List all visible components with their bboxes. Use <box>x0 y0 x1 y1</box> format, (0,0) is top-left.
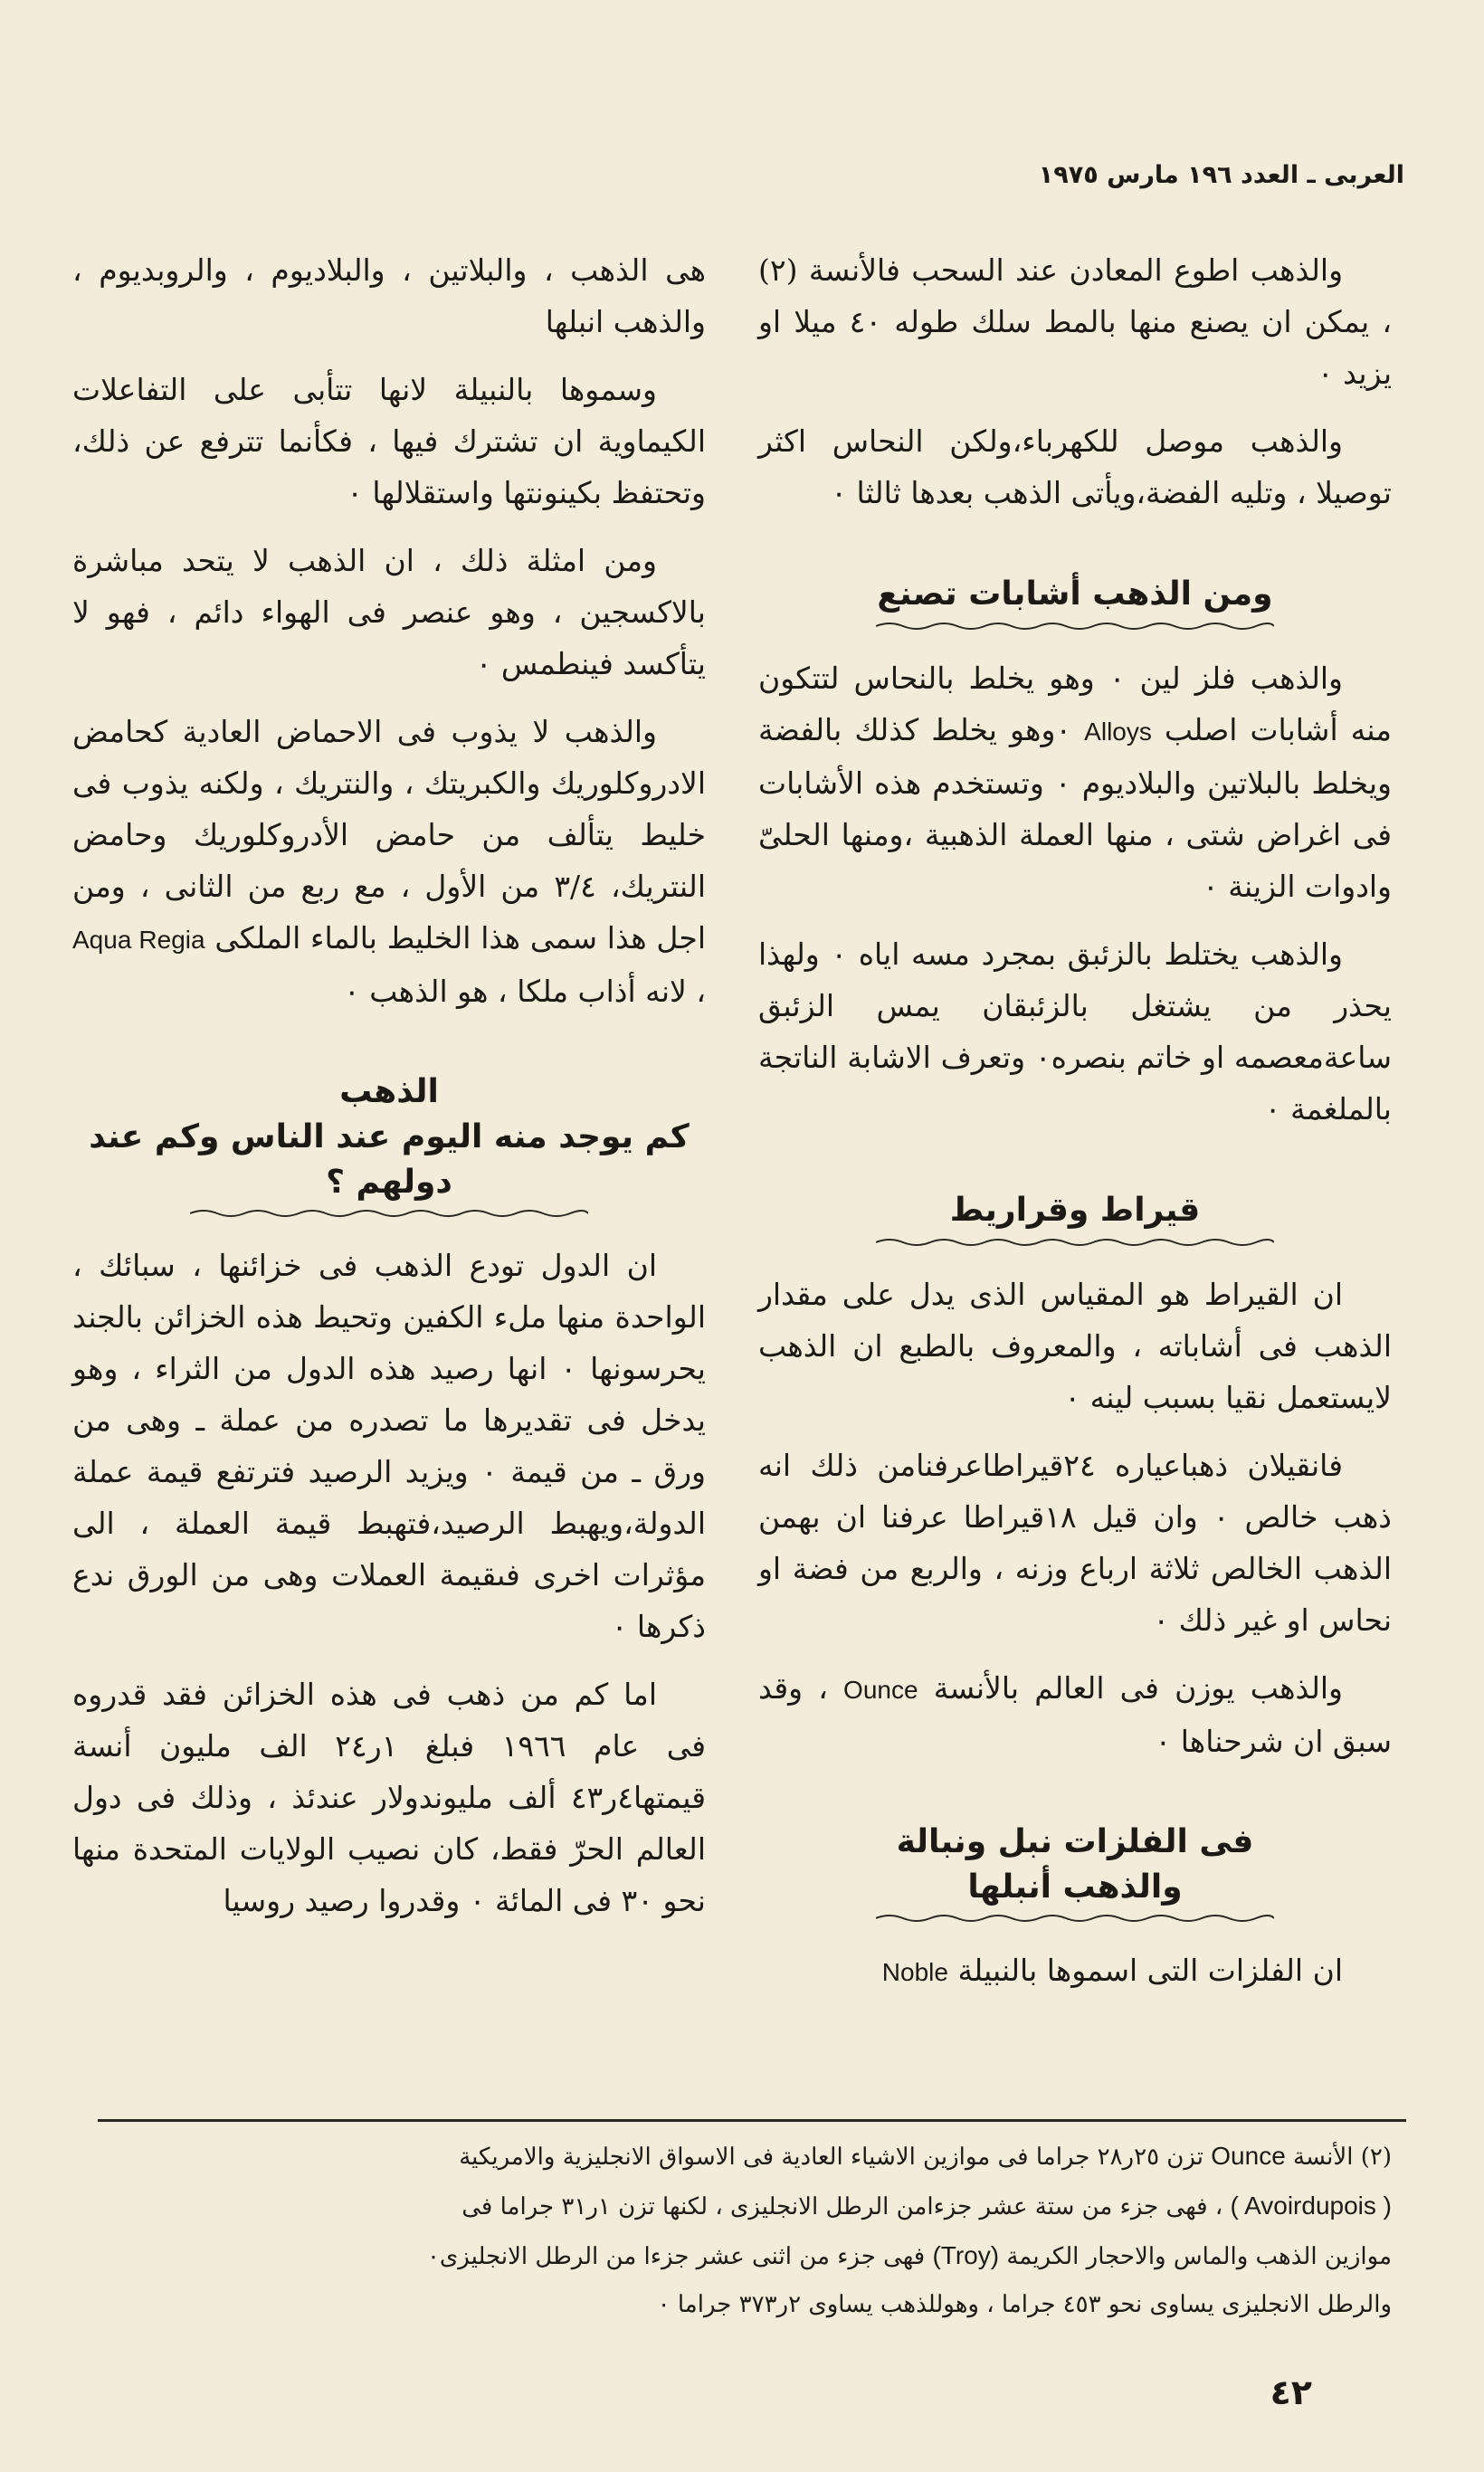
paragraph: ومن امثلة ذلك ، ان الذهب لا يتحد مباشرة بالاكسجين ، وهو عنصر فى الهواء دائم ، فهو لا يتأكسد فينطمس ٠ <box>72 543 706 681</box>
footnote-line: موازين الذهب والماس والاحجار الكريمة (Troy) فهى جزء من اثنى عشر جزءا من الرطل الانجليزى٠ <box>426 2241 1392 2270</box>
footnote-divider <box>98 2119 1406 2122</box>
paragraph: والذهب لا يذوب فى الاحماض العادية كحامض الادروكلوريك والكبريتك ، والنتريك ، ولكنه يذوب فى خليط يتألف من حامض الأدروكلوريك وحامض النتريك، ٣/٤ من الأول ، مع ربع من الثانى ، ومن اجل هذا سمى هذا الخليط بالماء الملكى Aqua Regia ، لانه أذاب ملكا ، هو الذهب ٠ <box>72 714 707 1009</box>
section-heading-noble: فى الفلزات نبل ونبالة والذهب أنبلها <box>896 1823 1254 1906</box>
footnote-line: والرطل الانجليزى يساوى نحو ٤٥٣ جراما ، وهوللذهب يساوى ٢ر٣٧٣ جراما ٠ <box>657 2291 1392 2318</box>
paragraph: والذهب يوزن فى العالم بالأنسة Ounce ، وقد سبق ان شرحناها ٠ <box>758 1670 1392 1759</box>
footnote-line: ( Avoirdupois ) ، فهى جزء من ستة عشر جزءامن الرطل الانجليزى ، لكنها تزن ١ر٣١ جراما فى <box>461 2192 1392 2220</box>
right-column <box>758 244 1392 2014</box>
paragraph: ان القيراط هو المقياس الذى يدل على مقدار الذهب فى أشاباته ، والمعروف بالطبع ان الذهب لايستعمل نقيا بسبب لينه ٠ <box>758 1277 1392 1415</box>
section-heading-alloys: ومن الذهب أشابات تصنع <box>877 575 1273 613</box>
heading-ornament-rule <box>190 1207 588 1220</box>
page-number: ٤٢ <box>1270 2372 1312 2412</box>
heading-ornament-rule <box>876 620 1274 632</box>
paragraph: اما كم من ذهب فى هذه الخزائن فقد قدروه فى عام ١٩٦٦ فبلغ ١ر٢٤ الف مليون أنسة قيمتها٤ر٤٣ ألف مليوندولار عندئذ ، وذلك فى دول العالم الحرّ فقط، كان نصيب الولايات المتحدة منها نحو ٣٠ فى المائة ٠ وقدروا رصيد روسيا <box>72 1677 707 1918</box>
heading-ornament-rule <box>876 1236 1274 1249</box>
paragraph: فانقيلان ذهباعياره ٢٤قيراطاعرفنامن ذلك انه ذهب خالص ٠ وان قيل ١٨قيراطا عرفنا ان بهمن الذهب الخالص ثلاثة ارباع وزنه ، والربع من فضة او نحاس او غير ذلك ٠ <box>758 1448 1392 1638</box>
section-heading-carat: قيراط وقراريط <box>949 1192 1201 1229</box>
paragraph: ان الفلزات التى اسموها بالنبيلة Noble <box>881 1953 1343 1988</box>
footnote-line: (٢) الأنسة Ounce تزن ٢٥ر٢٨ جراما فى موازين الاشياء العادية فى الاسواق الانجليزية والامريكية <box>459 2142 1392 2171</box>
paragraph: والذهب يختلط بالزئبق بمجرد مسه اياه ٠ ولهذا يحذر من يشتغل بالزئبقان يمس الزئبق ساعةمعصمه او خاتم بنصره٠ وتعرف الاشابة الناتجة بالملغمة ٠ <box>758 937 1392 1127</box>
section-heading-gold-reserves: الذهب كم يوجد منه اليوم عند الناس وكم عند دولهم ؟ <box>89 1073 690 1201</box>
footnotes <box>107 2132 1392 2329</box>
heading-ornament-rule <box>876 1912 1274 1925</box>
paragraph: والذهب فلز لين ٠ وهو يخلط بالنحاس لتتكون منه أشابات اصلب Alloys ٠وهو يخلط كذلك بالفضة ويخلط بالبلاتين والبلاديوم ٠ وتستخدم هذه الأشابات فى اغراض شتى ، منها العملة الذهبية ،ومنها الحلىّ وادوات الزينة ٠ <box>758 661 1392 904</box>
paragraph: والذهب موصل للكهرباء،ولكن النحاس اكثر توصيلا ، وتليه الفضة،ويأتى الذهب بعدها ثالثا ٠ <box>758 423 1392 510</box>
paragraph: والذهب اطوع المعادن عند السحب فالأنسة (٢) ، يمكن ان يصنع منها بالمط سلك طوله ٤٠ ميلا او يزيد ٠ <box>758 252 1392 391</box>
paragraph: وسموها بالنبيلة لانها تتأبى على التفاعلات الكيماوية ان تشترك فيها ، فكأنما تترفع عن ذلك، وتحتفظ بكينونتها واستقلالها ٠ <box>72 372 706 510</box>
paragraph: هى الذهب ، والبلاتين ، والبلاديوم ، والروبديوم ، والذهب انبلها <box>72 252 706 339</box>
running-head: العربى ـ العدد ١٩٦ مارس ١٩٧٥ <box>1038 161 1404 189</box>
paragraph: ان الدول تودع الذهب فى خزائنها ، سبائك ، الواحدة منها ملء الكفين وتحيط هذه الخزائن بالجند يحرسونها ٠ انها رصيد هذه الدول من الثراء ، وهو يدخل فى تقديرها ما تصدره من عملة ـ وهى من ورق ـ من قيمة ٠ ويزيد الرصيد فترتفع قيمة عملة الدولة،ويهبط الرصيد،فتهبط قيمة العملة ، الى مؤثرات اخرى فىقيمة العملات وهى من الورق ندع ذكرها ٠ <box>72 1248 706 1644</box>
left-column <box>72 244 706 1943</box>
